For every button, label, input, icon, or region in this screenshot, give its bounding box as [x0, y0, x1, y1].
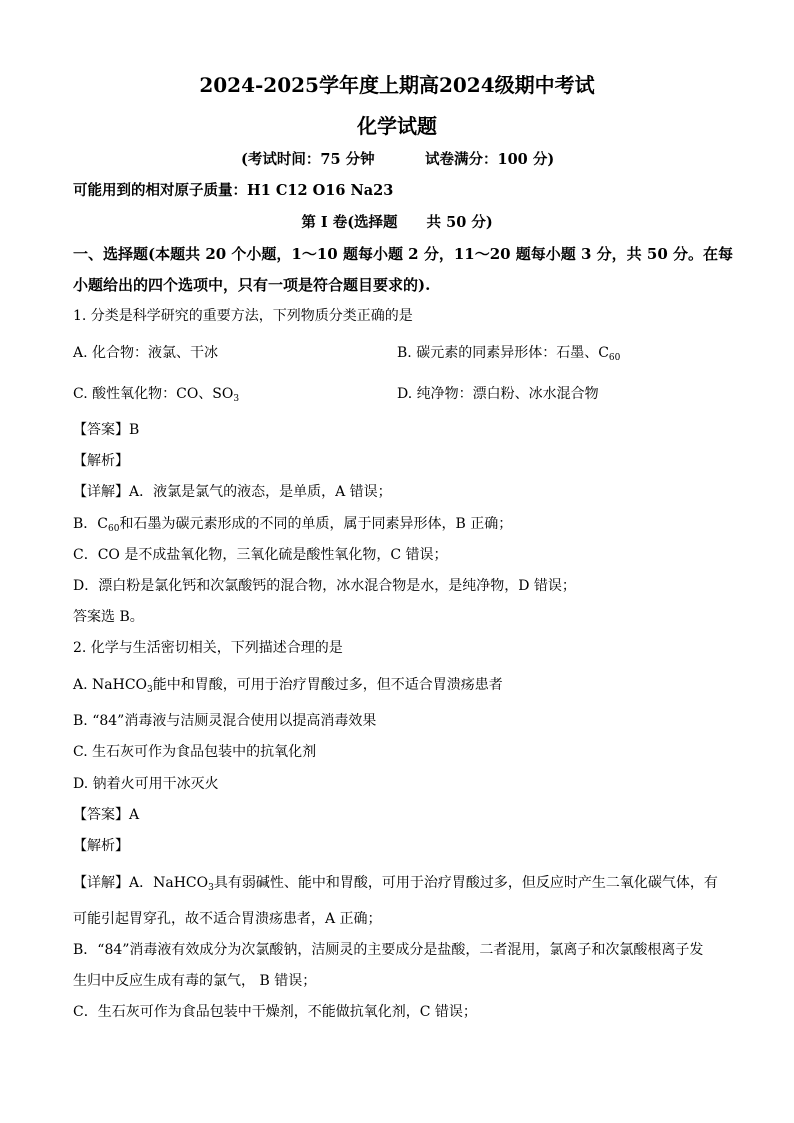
section-intro-line1: 一、选择题(本题共 20 个小题，1～10 题每小题 2 分，11～20 题每小题 3 分，共 50 分。在每	[73, 245, 734, 263]
q1-option-a: A. 化合物：液氯、干冰	[73, 345, 219, 361]
q2-analysis-label: 【解析】	[73, 838, 129, 854]
exam-title: 2024-2025学年度上期高2024级期中考试	[199, 73, 595, 97]
q1-answer: 【答案】B	[73, 422, 140, 438]
q2-detail-a: 【详解】A．NaHCO$_3$具有弱碱性、能中和胃酸，可用于治疗胃酸过多，但反应时产生二氧化碳气体，有	[73, 875, 718, 893]
q2-option-b: B. “84”消毒液与洁厕灵混合使用以提高消毒效果	[73, 713, 377, 729]
q2-option-c: C. 生石灰可作为食品包装中的抗氧化剂	[73, 744, 317, 760]
section-intro-line2: 小题给出的四个选项中，只有一项是符合题目要求的).	[73, 276, 431, 294]
q2-option-a: A. NaHCO$_3$能中和胃酸，可用于治疗胃酸过多，但不适合胃溃疡患者	[73, 677, 503, 695]
q2-option-d: D. 钠着火可用干冰灭火	[73, 776, 219, 792]
q1-detail-d: D．漂白粉是氯化钙和次氯酸钙的混合物，冰水混合物是水，是纯净物，D 错误；	[73, 578, 576, 594]
atomic-masses: 可能用到的相对原子质量：H1 C12 O16 Na23	[73, 182, 394, 199]
q1-option-c: C. 酸性氧化物：CO、$SO_3$	[73, 386, 240, 404]
q1-detail-a: 【详解】A．液氯是氯气的液态，是单质，A 错误；	[73, 484, 392, 500]
q2-detail-b-line1: B．“84”消毒液有效成分为次氯酸钠，洁厕灵的主要成分是盐酸，二者混用，氯离子和次氯酸根离子发	[73, 942, 704, 958]
subject-title: 化学试题	[357, 114, 437, 138]
exam-time: (考试时间：75 分钟	[241, 151, 375, 168]
q2-detail-c: C．生石灰可作为食品包装中干燥剂，不能做抗氧化剂，C 错误；	[73, 1004, 477, 1020]
q2-stem: 2. 化学与生活密切相关，下列描述合理的是	[73, 640, 343, 656]
q2-detail-b-line2: 生归中反应生成有毒的氯气， B 错误；	[73, 973, 317, 989]
exam-score: 试卷满分：100 分)	[425, 151, 555, 168]
q1-analysis-label: 【解析】	[73, 453, 129, 469]
q2-answer: 【答案】A	[73, 807, 140, 823]
q1-detail-c: C．CO 是不成盐氧化物，三氧化硫是酸性氧化物，C 错误；	[73, 547, 448, 563]
q1-conclusion: 答案选 B。	[73, 609, 144, 625]
volume-title: 第 I 卷(选择题 共 50 分)	[301, 214, 493, 231]
q1-detail-b: B．$C_{60}$和石墨为碳元素形成的不同的单质，属于同素异形体，B 正确；	[73, 516, 513, 534]
q2-detail-a-line2: 可能引起胃穿孔，故不适合胃溃疡患者，A 正确；	[73, 911, 382, 927]
q1-option-d: D. 纯净物：漂白粉、冰水混合物	[397, 386, 599, 402]
q1-stem: 1. 分类是科学研究的重要方法，下列物质分类正确的是	[73, 308, 413, 324]
q1-option-b: B. 碳元素的同素异形体：石墨、$C_{60}$	[397, 345, 621, 363]
